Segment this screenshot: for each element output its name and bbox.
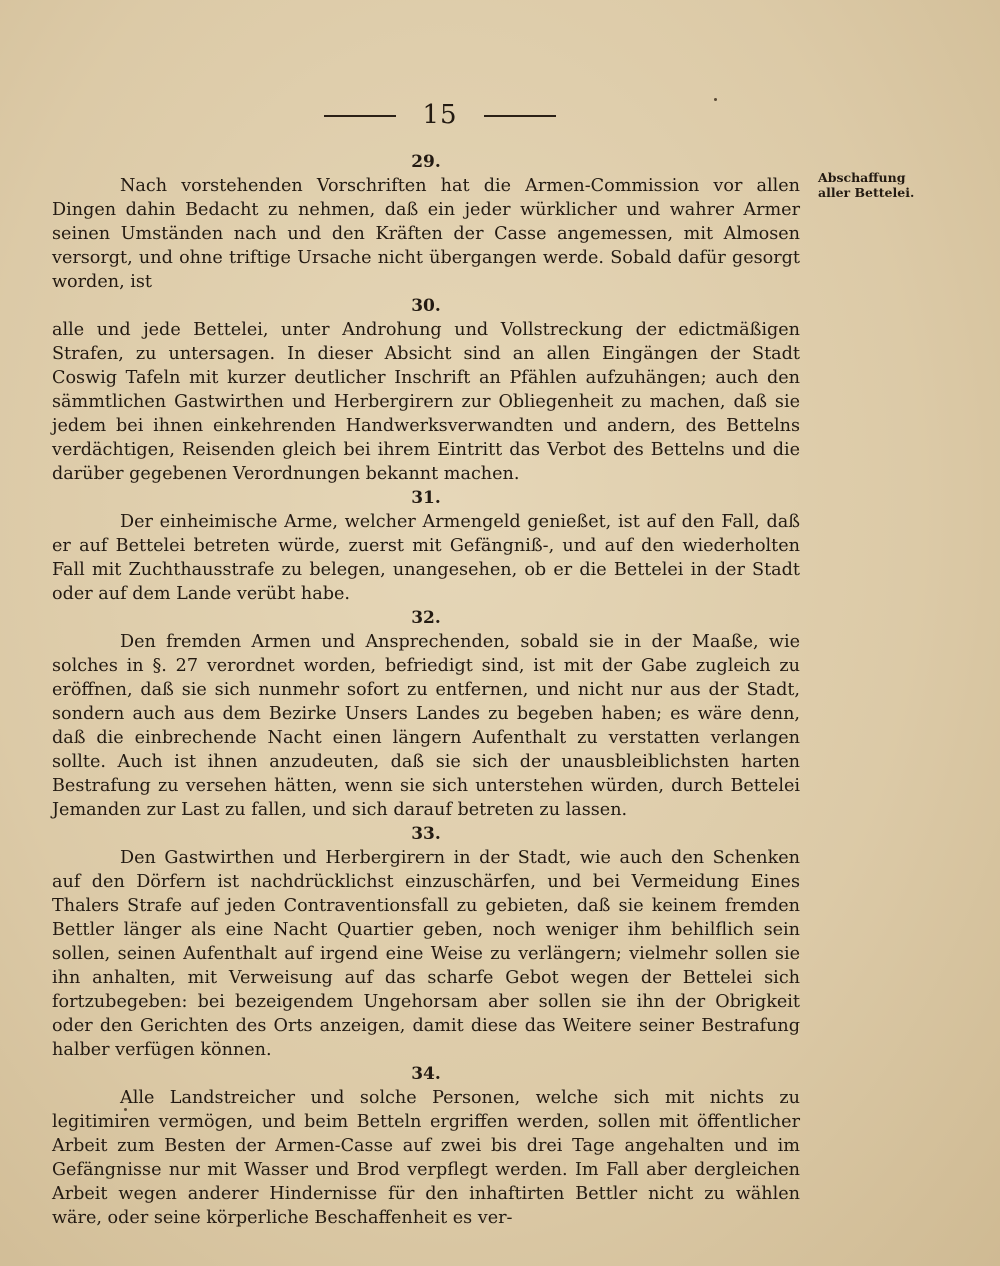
section-paragraph: Den Gastwirthen und Herbergirern in der Stadt, wie auch den Schenken auf den Dörfern ist nachdrücklichst einzuschärfen, und bei Vermeidung Eines Thalers Strafe auf jeden Contraventionsfall zu gebieten, daß sie keinem fremden Bettler länger als eine Nacht Quartier geben, noch weniger ihm behilflich sein sollen, seinen Aufenthalt auf irgend eine Weise zu verlängern; vielmehr sollen sie ihn anhalten, mit Verweisung auf das scharfe Gebot wegen der Bettelei sich fortzubegeben: bei bezeigendem Ungehorsam aber sollen sie ihn der Obrigkeit oder den Gerichten des Orts anzeigen, damit diese das Weitere seiner Bestrafung halber verfügen können. <box>52 848 800 1060</box>
section-paragraph: Den fremden Armen und Ansprechenden, sobald sie in der Maaße, wie solches in §. 27 verordnet worden, befriedigt sind, ist mit der Gabe zugleich zu eröffnen, daß sie sich nunmehr sofort zu entfernen, und nicht nur aus der Stadt, sondern auch aus dem Bezirke Unsers Landes zu begeben haben; es wäre denn, daß die einbrechende Nacht einen längern Aufenthalt zu verstatten verlangen sollte. Auch ist ihnen anzudeuten, daß sie sich der unausbleiblichsten harten Bestrafung zu versehen hätten, wenn sie sich unterstehen würden, durch Bettelei Jemanden zur Last zu fallen, und sich darauf betreten zu lassen. <box>52 632 800 820</box>
section-paragraph: alle und jede Bettelei, unter Androhung und Vollstreckung der edictmäßigen Strafen, zu untersagen. In dieser Absicht sind an allen Eingängen der Stadt Coswig Tafeln mit kurzer deutlicher Inschrift an Pfählen aufzuhängen; auch den sämmtlichen Gastwirthen und Herbergirern zur Obliegenheit zu machen, daß sie jedem bei ihnen einkehrenden Handwerksverwandten und andern, des Bettelns verdächtigen, Reisenden gleich bei ihrem Eintritt das Verbot des Bettelns und die darüber gegebenen Verordnungen bekannt machen. <box>52 320 800 484</box>
paper-speck <box>714 98 717 101</box>
section-paragraph: Nach vorstehenden Vorschriften hat die Armen-Commission vor allen Dingen dahin Bedacht zu nehmen, daß ein jeder würklicher und wahrer Armer seinen Umständen nach und den Kräften der Casse angemessen, mit Almosen versorgt, und ohne triftige Ursache nicht übergangen werde. Sobald dafür gesorgt worden, ist <box>52 176 800 292</box>
margin-note: Abschaffung aller Bettelei. <box>818 170 915 200</box>
section-number: 32. <box>411 608 441 628</box>
section-paragraph: Der einheimische Arme, welcher Armengeld genießet, ist auf den Fall, daß er auf Bettelei betreten würde, zuerst mit Gefängniß-, und auf den wiederholten Fall mit Zuchthausstrafe zu belegen, unangesehen, ob er die Bettelei in der Stadt oder auf dem Lande verübt habe. <box>52 512 800 604</box>
header-rule-right <box>484 115 556 117</box>
section-number: 29. <box>411 152 441 172</box>
page-number: 15 <box>422 100 458 130</box>
section-number: 30. <box>411 296 441 316</box>
section-number: 34. <box>411 1064 441 1084</box>
body-text <box>52 150 800 1230</box>
section-paragraph: Alle Landstreicher und solche Personen, welche sich mit nichts zu legitimiren vermögen, und beim Betteln ergriffen werden, sollen mit öffentlicher Arbeit zum Besten der Armen-Casse auf zwei bis drei Tage angehalten und im Gefängnisse nur mit Wasser und Brod verpflegt werden. Im Fall aber dergleichen Arbeit wegen anderer Hindernisse für den inhaftirten Bettler nicht zu wählen wäre, oder seine körperliche Beschaffenheit es ver- <box>52 1088 800 1228</box>
section-number: 33. <box>411 824 441 844</box>
header-rule-left <box>324 115 396 117</box>
section-number: 31. <box>411 488 441 508</box>
page-header <box>0 100 880 130</box>
paper-speck <box>124 1108 127 1111</box>
